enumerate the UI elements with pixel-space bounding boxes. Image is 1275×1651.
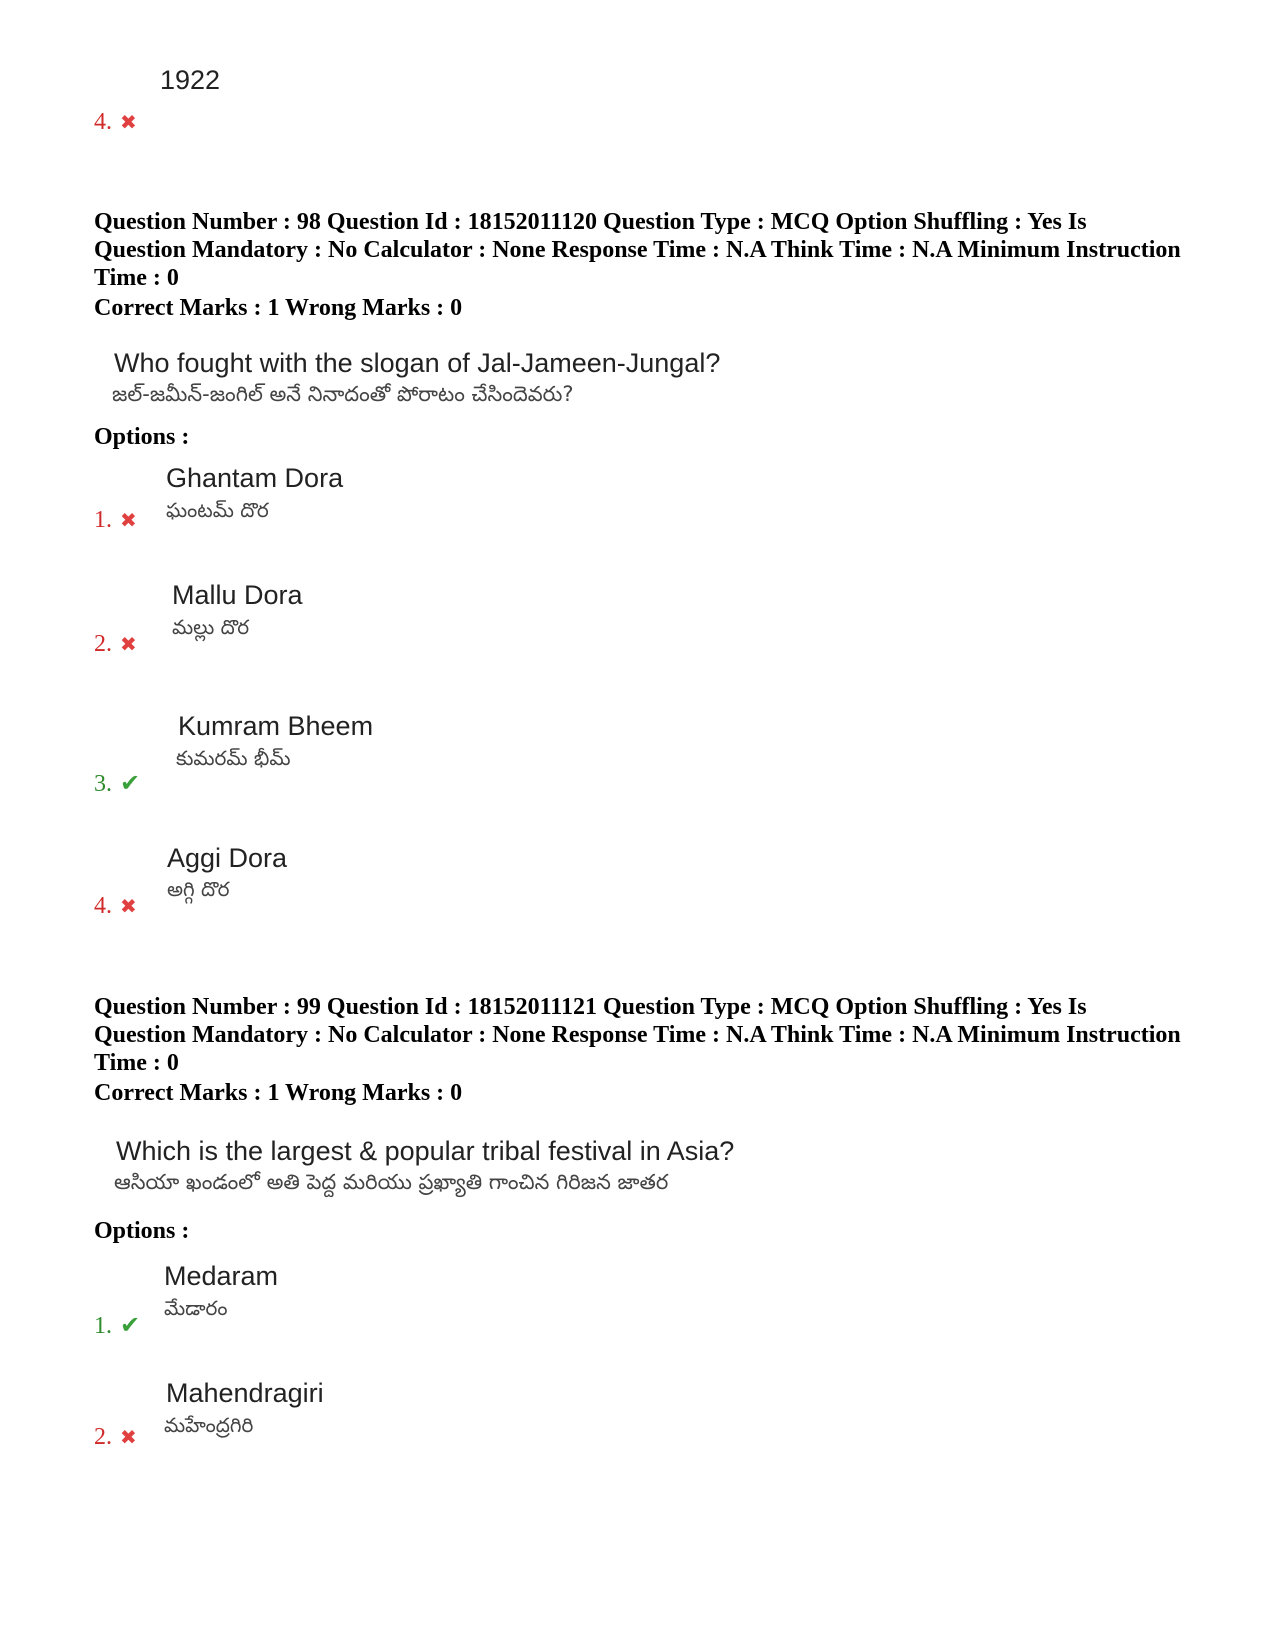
option-number: 4. <box>94 109 112 135</box>
wrong-mark-icon: ✖ <box>120 894 137 918</box>
prev-option-4-number <box>94 108 137 136</box>
q99-option-2-text-en: Mahendragiri <box>166 1378 324 1408</box>
wrong-mark-icon: ✖ <box>120 110 137 134</box>
question-98-text-te: జల్-జమీన్-జంగిల్ అనే నినాదంతో పోరాటం చేసిందెవరు? <box>112 382 574 406</box>
q98-option-2-text-te: మల్లు దొర <box>172 615 250 639</box>
q98-option-4-text-en: Aggi Dora <box>167 843 288 873</box>
q98-option-4-text-te: అగ్గి దొర <box>167 877 230 901</box>
q98-option-2-text-en: Mallu Dora <box>172 580 303 610</box>
q98-option-2-number <box>94 630 137 658</box>
correct-check-icon: ✔ <box>120 1311 141 1339</box>
q98-option-3-text-en: Kumram Bheem <box>178 711 374 741</box>
option-number: 1. <box>94 507 112 533</box>
question-99-options-label: Options : <box>94 1218 190 1244</box>
q98-option-4-number <box>94 892 137 920</box>
wrong-mark-icon: ✖ <box>120 632 137 656</box>
option-number: 1. <box>94 1313 112 1339</box>
q98-option-1-text-te: ఘంటమ్ దొర <box>166 498 269 522</box>
option-number: 4. <box>94 893 112 919</box>
option-number: 2. <box>94 631 112 657</box>
question-99-meta: Question Number : 99 Question Id : 18152011121 Question Type : MCQ Option Shuffling : Yes Is Question Mandatory : No Calculator : None Response Time : N.A Think Time : N.A Minimum Instruction Time : 0 <box>94 994 1181 1076</box>
wrong-mark-icon: ✖ <box>120 1425 137 1449</box>
q99-option-2-text-te: మహేంద్రగిరి <box>164 1413 254 1437</box>
wrong-mark-icon: ✖ <box>120 508 137 532</box>
q98-option-3-text-te: కుమరమ్ భీమ్ <box>176 746 291 770</box>
option-number: 2. <box>94 1424 112 1450</box>
option-number: 3. <box>94 771 112 797</box>
q98-option-1-number <box>94 506 137 534</box>
q99-option-1-text-te: మేడారం <box>164 1296 228 1320</box>
question-98-text-en: Who fought with the slogan of Jal-Jameen-Jungal? <box>114 348 721 378</box>
q99-option-1-text-en: Medaram <box>164 1261 279 1291</box>
q99-option-2-number <box>94 1423 137 1451</box>
question-98-marks: Correct Marks : 1 Wrong Marks : 0 <box>94 295 463 321</box>
prev-option-4-text: 1922 <box>160 65 221 95</box>
correct-check-icon: ✔ <box>120 769 141 797</box>
question-99-marks: Correct Marks : 1 Wrong Marks : 0 <box>94 1080 463 1106</box>
q98-option-1-text-en: Ghantam Dora <box>166 463 344 493</box>
question-99-text-en: Which is the largest & popular tribal festival in Asia? <box>116 1136 735 1166</box>
question-98-meta: Question Number : 98 Question Id : 18152011120 Question Type : MCQ Option Shuffling : Yes Is Question Mandatory : No Calculator : None Response Time : N.A Think Time : N.A Minimum Instruction Time : 0 <box>94 209 1181 291</box>
q99-option-1-number <box>94 1311 140 1340</box>
question-99-text-te: ఆసియా ఖండంలో అతి పెద్ద మరియు ప్రఖ్యాతి గాంచిన గిరిజన జాతర <box>114 1170 669 1194</box>
q98-option-3-number <box>94 769 140 798</box>
question-98-options-label: Options : <box>94 424 190 450</box>
